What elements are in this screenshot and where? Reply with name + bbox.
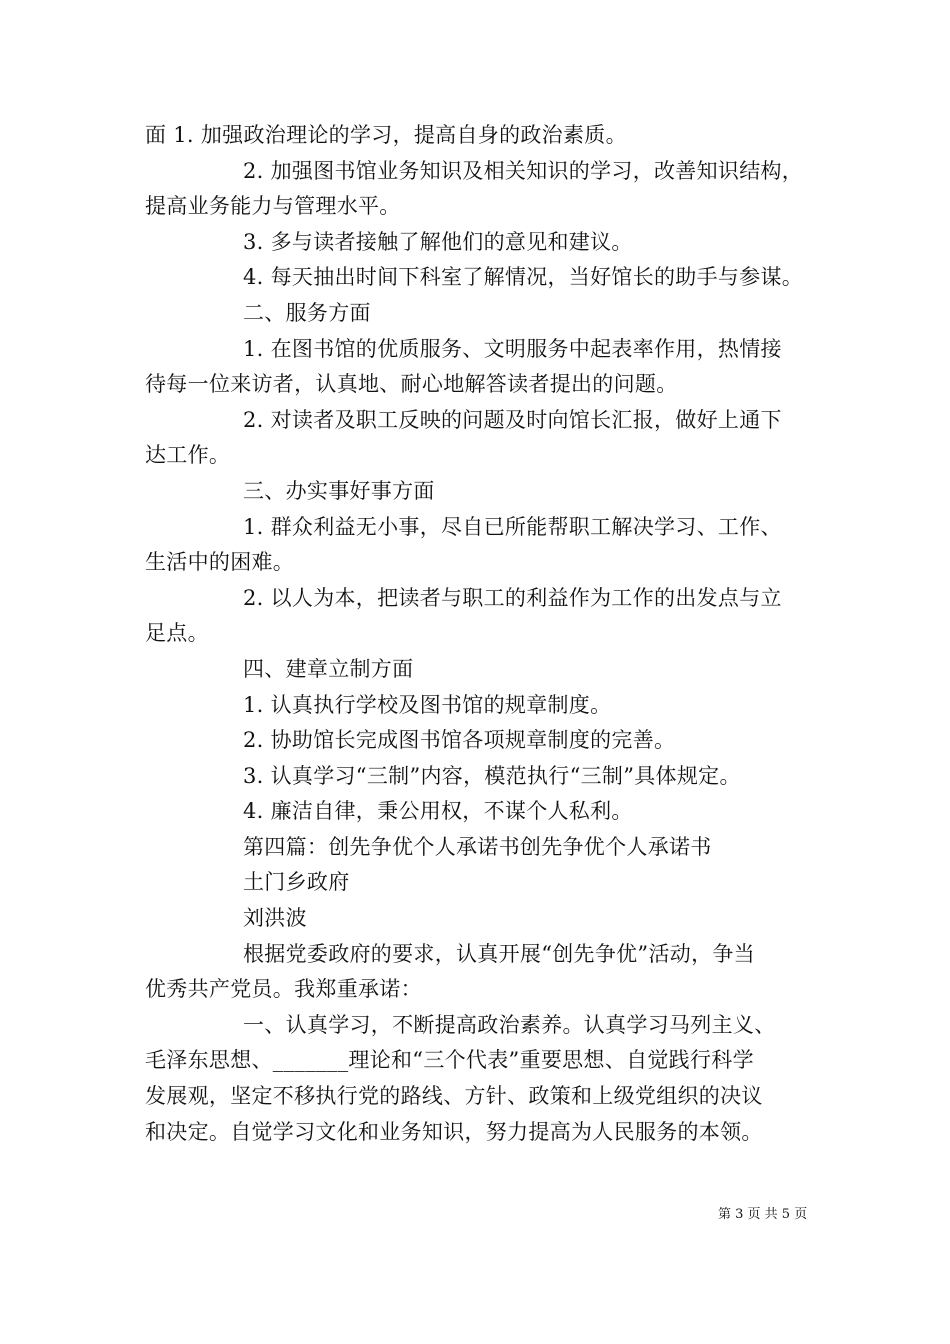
text-line: 足点。 (145, 621, 209, 646)
text-line: 2. 加强图书馆业务知识及相关知识的学习，改善知识结构， (243, 158, 804, 183)
text-line: 根据党委政府的要求，认真开展“创先争优”活动，争当 (243, 941, 755, 966)
page-number: 第 3 页 共 5 页 (718, 1207, 808, 1222)
text-line: 1. 认真执行学校及图书馆的规章制度。 (243, 692, 612, 717)
text-line: 刘洪波 (243, 906, 307, 931)
text-line: 第四篇：创先争优个人承诺书创先争优个人承诺书 (243, 834, 712, 859)
text-line: 一、认真学习，不断提高政治素养。认真学习马列主义、 (243, 1012, 776, 1037)
text-line: 3. 认真学习“三制”内容，模范执行“三制”具体规定。 (243, 763, 741, 788)
text-line: 提高业务能力与管理水平。 (145, 194, 401, 219)
text-line: 4. 廉洁自律，秉公用权，不谋个人私利。 (243, 799, 633, 824)
text-line: 发展观，坚定不移执行党的路线、方针、政策和上级党组织的决议 (145, 1084, 763, 1109)
text-line: 2. 协助馆长完成图书馆各项规章制度的完善。 (243, 728, 676, 753)
text-line: 2. 对读者及职工反映的问题及时向馆长汇报，做好上通下 (243, 407, 782, 432)
text-line: 面 1. 加强政治理论的学习，提高自身的政治素质。 (145, 123, 627, 147)
text-line: 生活中的困难。 (145, 550, 295, 575)
document-body (145, 118, 825, 1150)
text-line: 待每一位来访者，认真地、耐心地解答读者提出的问题。 (145, 372, 678, 397)
text-line: 达工作。 (145, 443, 231, 468)
text-line: 1. 在图书馆的优质服务、文明服务中起表率作用，热情接 (243, 336, 782, 361)
text-line: 优秀共产党员。我郑重承诺： (145, 977, 422, 1002)
text-line: 四、建章立制方面 (243, 656, 414, 681)
text-line: 三、办实事好事方面 (243, 478, 435, 503)
text-line: 和决定。自觉学习文化和业务知识，努力提高为人民服务的本领。 (145, 1119, 763, 1144)
text-line: 2. 以人为本，把读者与职工的利益作为工作的出发点与立 (243, 585, 782, 610)
text-line: 3. 多与读者接触了解他们的意见和建议。 (243, 229, 633, 254)
text-line: 4. 每天抽出时间下科室了解情况，当好馆长的助手与参谋。 (243, 265, 804, 290)
text-line: 二、服务方面 (243, 300, 371, 325)
text-line: 1. 群众利益无小事，尽自已所能帮职工解决学习、工作、 (243, 514, 782, 539)
text-line: 毛泽东思想、_______理论和“三个代表”重要思想、自觉践行科学 (145, 1048, 754, 1073)
text-line: 土门乡政府 (243, 870, 350, 895)
